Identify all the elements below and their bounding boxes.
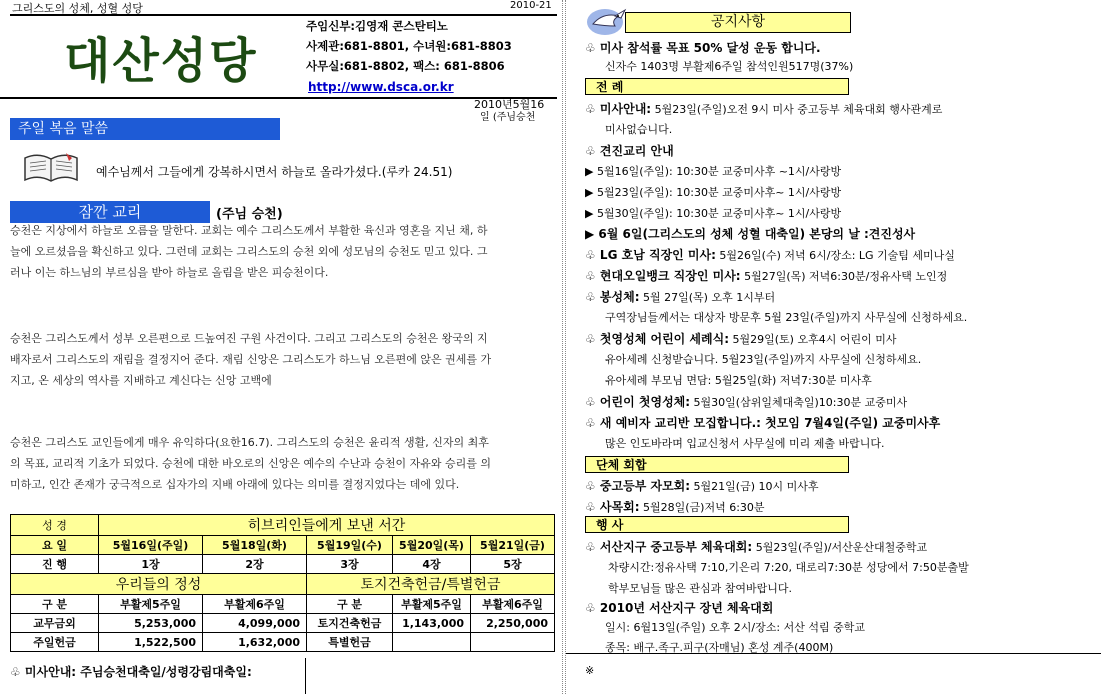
col-week6: 부활제6주일 (203, 595, 307, 614)
col-label: 구 분 (307, 595, 393, 614)
confirmation-label: ♧ 견진교리 안내 (585, 144, 674, 158)
pastoral-council-text: 5월28일(금)저녁 6:30분 (639, 501, 765, 514)
infant-baptism-text: 5월29일(토) 오후4시 어린이 미사 (729, 333, 897, 346)
offering-title-right: 토지건축헌금/특별헌금 (307, 574, 555, 595)
chapter-cell: 4장 (393, 555, 471, 574)
day-cell: 5월18일(화) (203, 536, 307, 555)
issue-date: 2010년5월16 (474, 98, 545, 111)
footer-box (305, 658, 557, 694)
amount-cell: 4,099,000 (203, 614, 307, 633)
hyundai-mass-text: 5월27일(목) 저녁6:30분/정유사택 노인정 (740, 270, 948, 283)
website-link[interactable]: http://www.dsca.or.kr (308, 80, 454, 94)
section-events: 행 사 (585, 516, 849, 533)
group-meeting-label: ♧ 중고등부 자모회: (585, 479, 691, 493)
mass-guide-text: 5월23일(주일)오전 9시 미사 중고등부 체육대회 행사관계로 (651, 103, 943, 116)
section-liturgy: 전 례 (585, 78, 849, 95)
label-progress: 진 행 (11, 555, 99, 574)
label-book: 성 경 (11, 515, 99, 536)
col-label: 구 분 (11, 595, 99, 614)
first-communion-label: ♧ 어린이 첫영성체: (585, 395, 691, 409)
youth-sports-label: ♧ 서산지구 중고등부 체육대회: (585, 540, 753, 554)
doctrine-paragraph-1: 승천은 지상에서 하늘로 오름을 말한다. 교회는 예수 그리스도께서 부활한 육신과 영혼을 지닌 채, 하늘에 오르셨음을 확신하고 있다. 그런데 교회는 그리스도의 승천 외에 성모님의 승천도 믿고 있다. 그러나 이는 하느님의 부르심을 받아 하늘로 올림을 받은 피승천이다. (10, 224, 488, 279)
mass-guide-footer: ♧ 미사안내: 주님승천대축일/성령강림대축일: (10, 665, 252, 679)
col-week6: 부활제6주일 (471, 595, 555, 614)
amount-cell: 1,522,500 (99, 633, 203, 652)
amount-cell: 2,250,000 (471, 614, 555, 633)
first-communion-line (585, 393, 907, 410)
row-label: 교무금외 (11, 614, 99, 633)
infant-baptism-label: ♧ 첫영성체 어린이 세례식: (585, 332, 730, 346)
parish-name-logo: 대산성당 (64, 33, 258, 89)
row-label: 특별헌금 (307, 633, 393, 652)
campaign-notice: ♧ 미사 참석률 목표 50% 달성 운동 합니다. (585, 41, 821, 55)
offering-title-left: 우리들의 정성 (11, 574, 307, 595)
amount-cell: 5,253,000 (99, 614, 203, 633)
mass-guide-text-2: 미사없습니다. (605, 123, 673, 136)
header-divider (10, 14, 557, 16)
first-communion-text: 5월30일(삼위일체대축일)10:30분 교중미사 (690, 396, 908, 409)
issue-date-sub: 일 (주님승천 (480, 112, 536, 123)
gospel-verse: 예수님께서 그들에게 강복하시면서 하늘로 올라가셨다.(루카 24.51) (96, 165, 453, 179)
mass-guide-line (585, 100, 942, 117)
gospel-banner: 주일 복음 말씀 (10, 118, 280, 140)
bottom-divider (566, 653, 1101, 654)
row-label: 토지건축헌금 (307, 614, 393, 633)
pastoral-council-label: ♧ 사목회: (585, 500, 640, 514)
infant-baptism-text-2: 유아세례 신청받습니다. 5월23일(주일)까지 사무실에 신청하세요. (605, 353, 922, 366)
communion-label: ♧ 봉성체: (585, 290, 640, 304)
confirmation-item: ▶ 5월23일(주일): 10:30분 교중미사후~ 1시/사랑방 (585, 186, 842, 199)
catechumen-notice: ♧ 새 예비자 교리반 모집합니다.: 첫모임 7월4일(주일) 교중미사후 (585, 416, 941, 430)
day-cell: 5월20일(목) (393, 536, 471, 555)
notice-title: 공지사항 (625, 12, 851, 33)
hyundai-mass-label: ♧ 현대오일뱅크 직장인 미사: (585, 269, 741, 283)
bible-book: 히브리인들에게 보낸 서간 (99, 515, 555, 536)
parish-subtitle: 그리스도의 성체, 성혈 성당 (12, 2, 143, 15)
hyundai-mass-line (585, 267, 947, 284)
contact-line-2: 사무실:681-8802, 팩스: 681-8806 (306, 59, 505, 73)
lg-mass-line (585, 246, 955, 263)
youth-sports-text-3: 학부모님들 많은 관심과 참여바랍니다. (608, 582, 793, 595)
infant-baptism-text-3: 유아세례 부모님 면담: 5월25일(화) 저녁7:30분 미사후 (605, 374, 872, 387)
col-week5: 부활제5주일 (393, 595, 471, 614)
youth-sports-text: 5월23일(주일)/서산운산대철중학교 (752, 541, 928, 554)
bible-icon (22, 150, 80, 189)
section-groups: 단체 회합 (585, 456, 849, 473)
pastor-info: 주임신부:김영재 콘스탄티노 (306, 19, 448, 33)
doctrine-banner: 잠깐 교리 (10, 201, 210, 223)
catechumen-text: 많은 인도바라며 입교신청서 사무실에 미리 제출 바랍니다. (605, 437, 885, 450)
adult-sports-label: ♧ 2010년 서산지구 장년 체육대회 (585, 601, 774, 615)
amount-cell (471, 633, 555, 652)
column-divider (562, 0, 564, 694)
doctrine-paragraph-2: 승천은 그리스도께서 성부 오른편으로 드높여진 구원 사건이다. 그리고 그리스도의 승천은 왕국의 지배자로서 그리스도의 재림을 결정지어 준다. 재림 신앙은 그리스도가 하느님 오른편에 앉은 권세를 가지고, 온 세상의 역사를 지배하고 계신다는 신앙 고백에 (10, 332, 492, 387)
lg-mass-label: ♧ LG 호남 직장인 미사: (585, 248, 716, 262)
parish-day-notice: ▶ 6월 6일(그리스도의 성체 성혈 대축일) 본당의 날 :견진성사 (585, 227, 916, 241)
chapter-cell: 1장 (99, 555, 203, 574)
adult-sports-text-2: 종목: 배구.족구.피구(자매님) 혼성 계주(400M) (605, 641, 834, 654)
amount-cell: 1,632,000 (203, 633, 307, 652)
label-day: 요 일 (11, 536, 99, 555)
pastoral-council-line (585, 498, 765, 515)
lg-mass-text: 5월26일(수) 저녁 6시/장소: LG 기술팀 세미나실 (715, 249, 955, 262)
col-week5: 부활제5주일 (99, 595, 203, 614)
group-meeting-line (585, 477, 819, 494)
amount-cell (393, 633, 471, 652)
confirmation-item: ▶ 5월16일(주일): 10:30분 교중미사후 ~1시/사랑방 (585, 165, 842, 178)
confirmation-item: ▶ 5월30일(주일): 10:30분 교중미사후~ 1시/사랑방 (585, 207, 842, 220)
communion-text-2: 구역장님들께서는 대상자 방문후 5월 23일(주일)까지 사무실에 신청하세요. (605, 311, 968, 324)
doctrine-subtitle: (주님 승천) (216, 207, 283, 222)
doctrine-paragraph-3: 승천은 그리스도 교인들에게 매우 유익하다(요한16.7). 그리스도의 승천은 윤리적 생활, 신자의 최후의 목표, 교리적 기초가 되었다. 승천에 대한 바오로의 신앙은 예수의 수난과 승천이 자유와 승리를 의미하고, 인간 존재가 궁극적으로 십자가의 지배 아래에 있다는 의미를 결정지었다는 데에 있다. (10, 436, 491, 491)
chapter-cell: 3장 (307, 555, 393, 574)
group-meeting-text: 5월21일(금) 10시 미사후 (690, 480, 819, 493)
communion-line (585, 288, 775, 305)
adult-sports-text: 일시: 6월13일(주일) 오후 2시/장소: 서산 석림 중학교 (605, 621, 865, 634)
issue-number: 2010-21 (510, 0, 552, 11)
day-cell: 5월16일(주일) (99, 536, 203, 555)
youth-sports-text-2: 차량시간:정유사택 7:10,기은리 7:20, 대로리7:30분 성당에서 7:50분출발 (608, 561, 969, 574)
row-label: 주일헌금 (11, 633, 99, 652)
column-divider (565, 0, 567, 694)
infant-baptism-line (585, 330, 896, 347)
note-mark: ※ (585, 664, 595, 677)
chapter-cell: 5장 (471, 555, 555, 574)
campaign-detail: 신자수 1403명 부활제6주일 참석인원517명(37%) (605, 60, 854, 73)
mass-guide-label: ♧ 미사안내: (585, 102, 652, 116)
contact-line-1: 사제관:681-8801, 수녀원:681-8803 (306, 39, 512, 53)
communion-text: 5월 27일(목) 오후 1시부터 (639, 291, 776, 304)
amount-cell: 1,143,000 (393, 614, 471, 633)
reading-offering-table (10, 514, 555, 652)
day-cell: 5월21일(금) (471, 536, 555, 555)
chapter-cell: 2장 (203, 555, 307, 574)
day-cell: 5월19일(수) (307, 536, 393, 555)
youth-sports-line (585, 538, 927, 555)
